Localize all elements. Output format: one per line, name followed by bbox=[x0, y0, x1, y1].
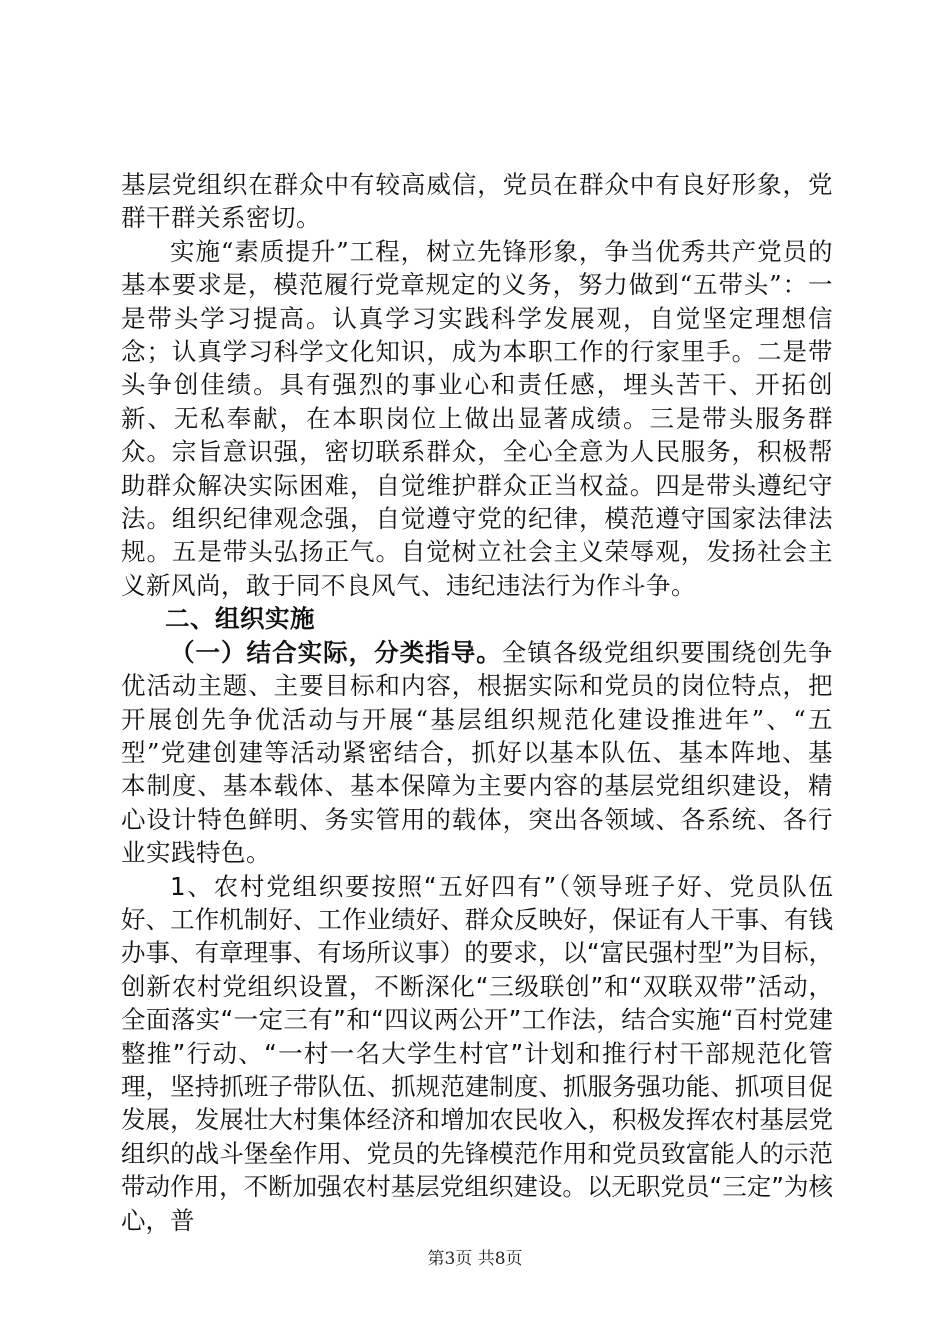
paragraph-continuation: 基层党组织在群众中有较高威信，党员在群众中有良好形象，党群干群关系密切。 bbox=[121, 170, 833, 233]
subsection-heading: （一）结合实际，分类指导。 bbox=[170, 637, 502, 667]
paragraph-rural-party-organization: 1、农村党组织要按照“五好四有”（领导班子好、党员队伍好、工作机制好、工作业绩好、群众反映好，保证有人干事、有钱办事、有章理事、有场所议事）的要求，以“富民强村型”为目标，创新农村党组织设置，不断深化“三级联创”和“双联双带”活动，全面落实“一定三有”和“四议两公开”工作法，结合实施“百村党建整推”行动、“一村一名大学生村官”计划和推行村干部规范化管理，坚持抓班子带队伍、抓规范建制度、抓服务强功能、抓项目促发展，发展壮大村集体经济和增加农民收入，积极发挥农村基层党组织的战斗堡垒作用、党员的先锋模范作用和党员致富能人的示范带动作用，不断加强农村基层党组织建设。以无职党员“三定”为核心，普 bbox=[121, 871, 833, 1235]
paragraph-classified-guidance-body: 全镇各级党组织要围绕创先争优活动主题、主要目标和内容，根据实际和党员的岗位特点，把开展创先争优活动与开展“基层组织规范化建设推进年”、“五型”党建创建等活动紧密结合，抓好以基本队伍、基本阵地、基本制度、基本载体、基本保障为主要内容的基层党组织建设，精心设计特色鲜明、务实管用的载体，突出各领域、各系统、各行业实践特色。 bbox=[121, 637, 834, 868]
page-footer: 第3页 共8页 bbox=[427, 1249, 523, 1269]
document-body bbox=[121, 168, 833, 1237]
paragraph-quality-improvement: 实施“素质提升”工程，树立先锋形象，争当优秀共产党员的基本要求是，模范履行党章规定的义务，努力做到“五带头”：一是带头学习提高。认真学习实践科学发展观，自觉坚定理想信念；认真学习科学文化知识，成为本职工作的行家里手。二是带头争创佳绩。具有强烈的事业心和责任感，埋头苦干、开拓创新、无私奉献，在本职岗位上做出显著成绩。三是带头服务群众。宗旨意识强，密切联系群众，全心全意为人民服务，积极帮助群众解决实际困难，自觉维护群众正当权益。四是带头遵纪守法。组织纪律观念强，自觉遵守党的纪律，模范遵守国家法律法规。五是带头弘扬正气。自觉树立社会主义荣辱观，发扬社会主义新风尚，敢于同不良风气、违纪违法行为作斗争。 bbox=[121, 236, 833, 600]
paragraph-classified-guidance bbox=[121, 636, 833, 870]
section-heading: 二、组织实施 bbox=[165, 604, 315, 634]
